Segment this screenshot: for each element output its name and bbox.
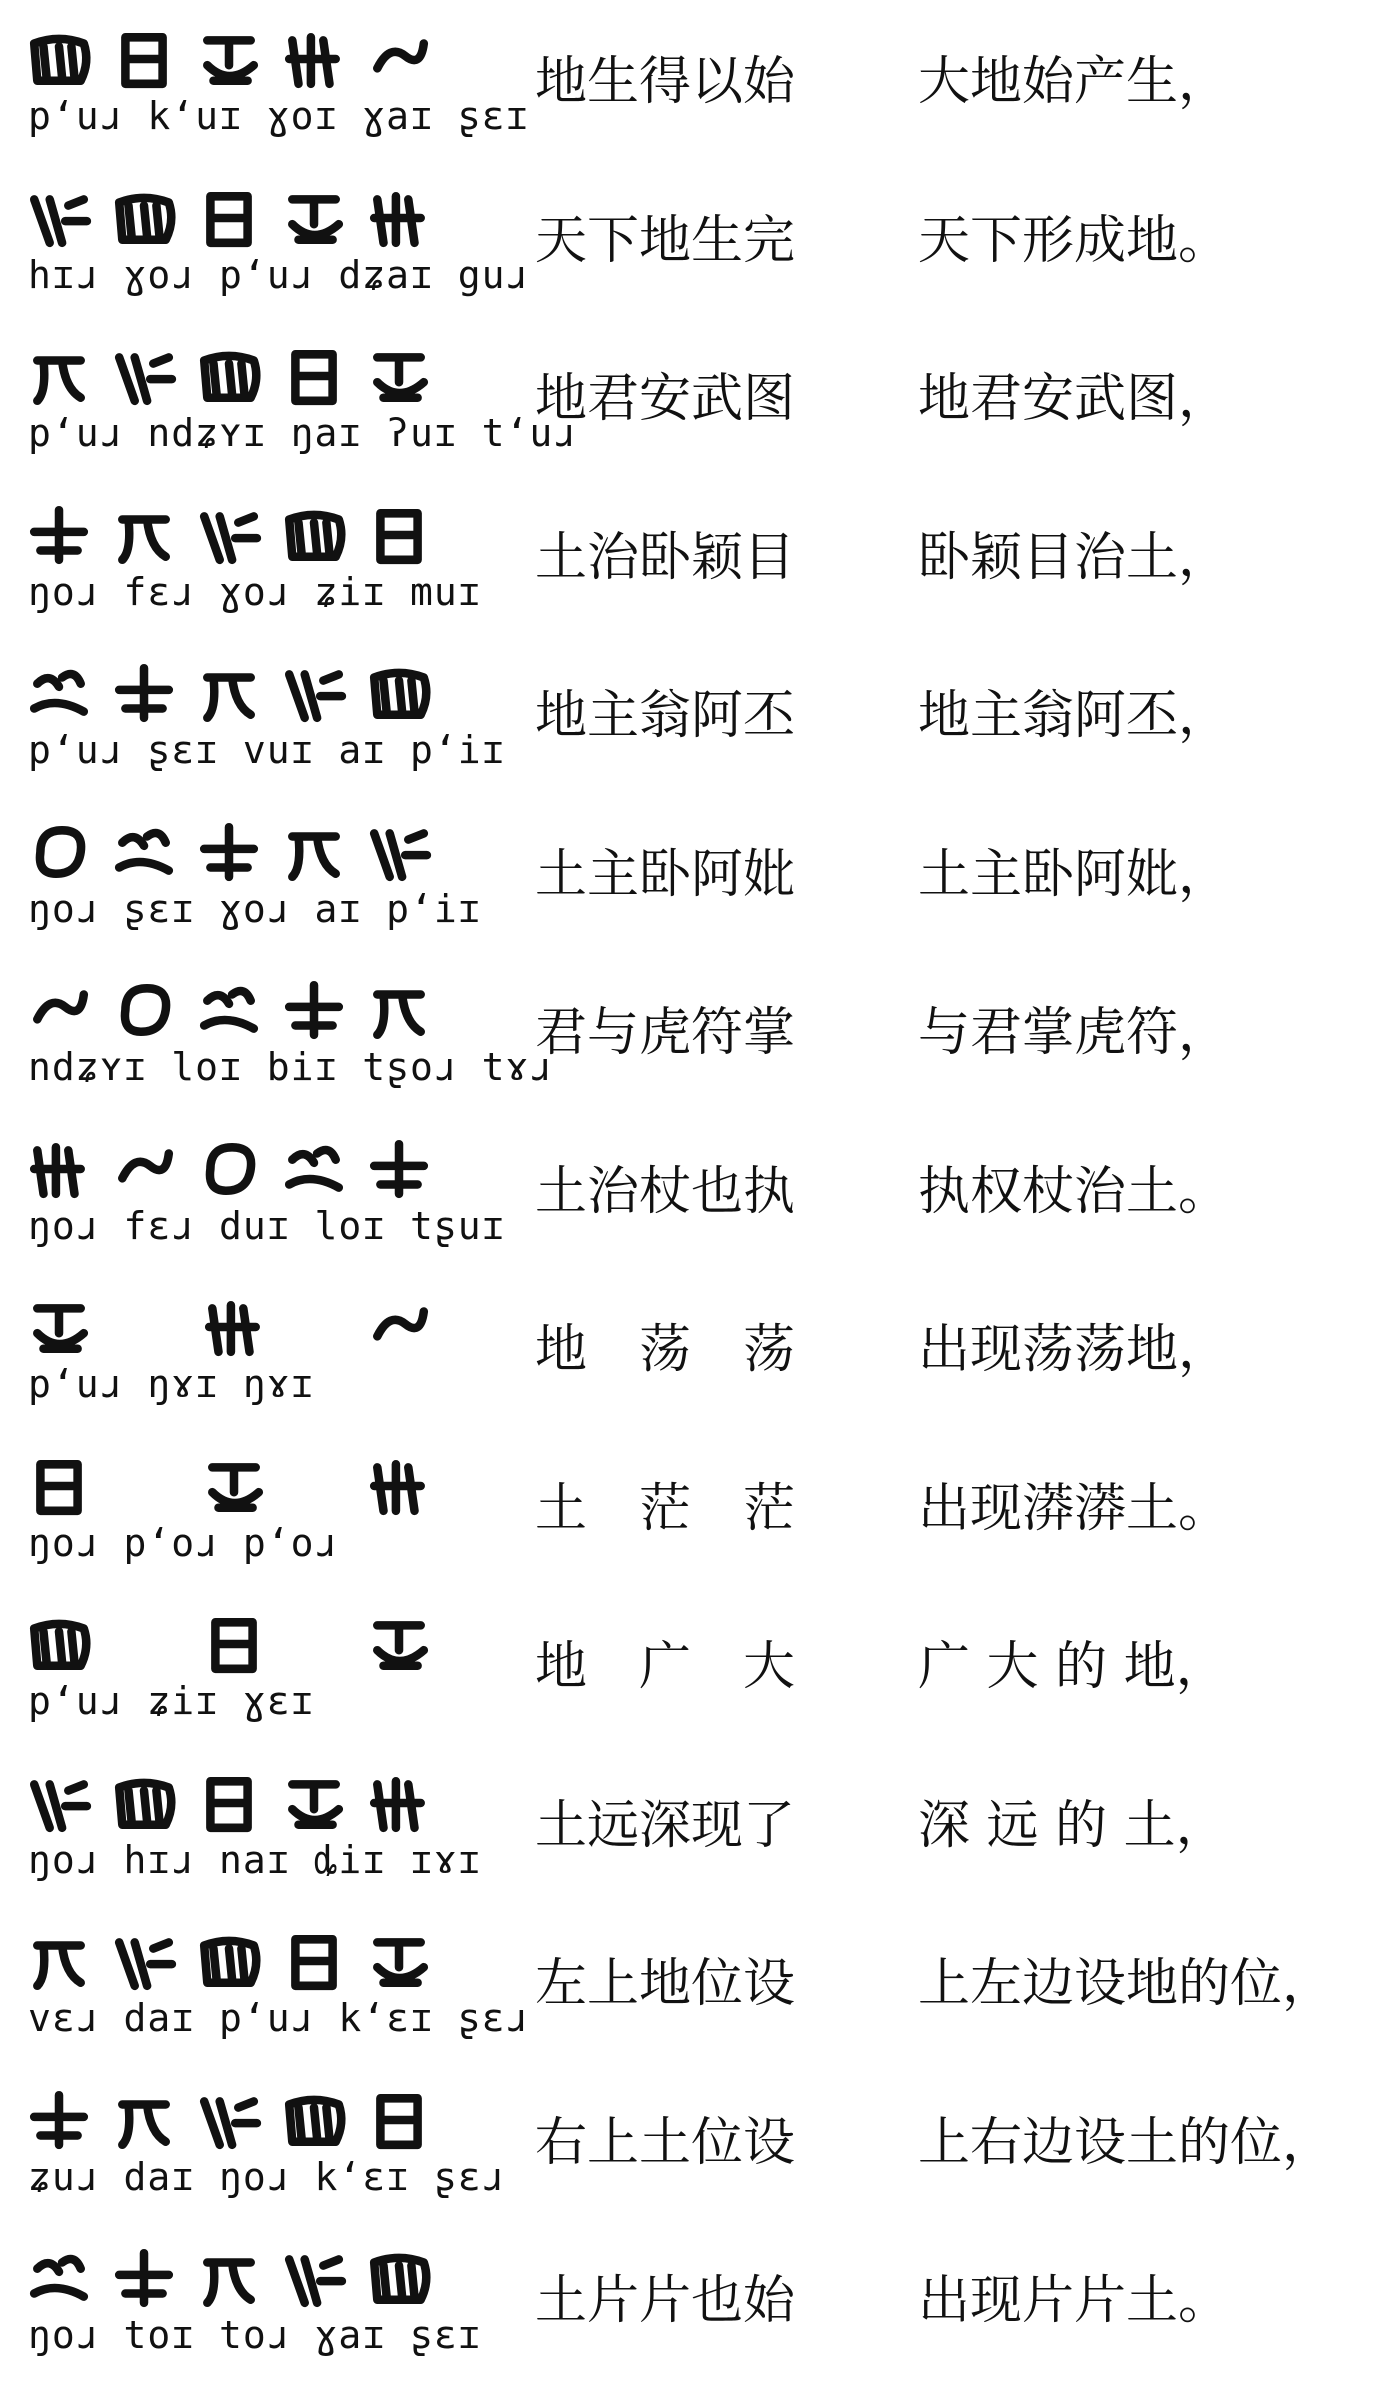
verse-row [0, 1910, 1379, 2068]
verse-row [0, 1276, 1379, 1434]
verse-row [0, 801, 1379, 959]
verse-row [0, 1593, 1379, 1751]
free-translation: 天下形成地。 [918, 210, 1231, 271]
yi-script-block [28, 1593, 468, 1751]
free-translation: 上左边设地的位， [918, 1954, 1335, 2014]
yi-glyph-line [28, 1758, 468, 1838]
script-glyph [207, 678, 250, 718]
verse-row [0, 2227, 1379, 2385]
verse-row [0, 1435, 1379, 1593]
free-translation: 出现片片土。 [918, 2271, 1231, 2331]
script-glyph [209, 1305, 256, 1352]
literal-transliteration: 地主翁阿丕 [535, 686, 796, 746]
script-glyph [34, 1624, 86, 1666]
script-glyph [34, 1784, 87, 1827]
script-glyph [295, 1939, 332, 1986]
script-glyph [377, 1625, 424, 1665]
script-glyph [34, 510, 84, 560]
yi-glyph-line [28, 1124, 468, 1204]
literal-transliteration: 地 广 大 [535, 1637, 796, 1697]
phonetic-transcription: ŋoɹ toɪ toɹ ɣaɪ ʂɛɪ [28, 2313, 482, 2357]
script-glyph [374, 2258, 426, 2300]
script-glyph [119, 668, 169, 718]
literal-transliteration: 君与虎符掌 [535, 1003, 796, 1063]
yi-script-block [28, 1910, 530, 2068]
script-glyph [34, 199, 87, 242]
script-glyph [212, 1467, 258, 1507]
yi-glyphs [28, 648, 468, 728]
yi-script-block [28, 1752, 482, 1910]
verse-row [0, 484, 1379, 642]
yi-glyph-line [28, 1441, 468, 1521]
script-glyph [374, 833, 427, 876]
script-glyph [289, 514, 341, 556]
script-glyph [122, 1153, 169, 1178]
script-glyph [119, 2253, 169, 2303]
script-glyph [37, 361, 80, 401]
yi-glyphs [28, 14, 468, 94]
script-glyph [125, 988, 166, 1031]
free-translation: 执权杖治土。 [918, 1161, 1231, 1222]
free-translation: 深 远 的 土， [918, 1795, 1228, 1856]
script-glyph [289, 37, 336, 83]
script-glyph [204, 1941, 256, 1983]
phonetic-transcription: vɛɹ daɪ pʻuɹ kʻɛɪ ʂɛɹ [28, 1996, 530, 2040]
yi-glyph-line [28, 173, 468, 253]
literal-transliteration: 土治卧颖目 [535, 527, 796, 588]
yi-glyphs [28, 1916, 468, 1996]
script-glyph [292, 199, 339, 239]
yi-glyphs [28, 1599, 468, 1679]
script-glyph [34, 2259, 84, 2297]
free-translation: 大地始产生， [918, 52, 1231, 112]
phonetic-transcription: ŋoɹ hɪɹ naɪ ȡiɪ ɪɤɪ [28, 1837, 482, 1882]
yi-script-block [28, 801, 482, 959]
script-glyph [374, 1781, 421, 1828]
script-glyph [125, 37, 162, 83]
yi-glyphs [28, 1282, 468, 1362]
script-glyph [34, 674, 84, 712]
phonetic-transcription: ŋoɹ ʂɛɪ ɣoɹ aɪ pʻiɪ [28, 886, 482, 931]
script-glyph [37, 1946, 80, 1986]
yi-glyphs [28, 807, 468, 887]
script-glyph [37, 1308, 84, 1348]
script-glyph [119, 197, 171, 239]
script-glyph [40, 830, 81, 873]
free-translation: 地君安武图， [918, 369, 1231, 429]
script-glyph [289, 1150, 339, 1188]
verse-row [0, 167, 1379, 325]
yi-glyph-line [28, 1282, 468, 1362]
literal-transliteration: 地君安武图 [535, 369, 796, 429]
free-translation: 广 大 的 地， [918, 1637, 1228, 1697]
script-glyph [119, 833, 169, 871]
yi-script-block [28, 325, 578, 483]
free-translation: 出现荡荡地， [918, 1320, 1231, 1380]
script-glyph [374, 673, 426, 715]
literal-transliteration: 土 茫 茫 [535, 1478, 796, 1539]
script-glyph [210, 196, 247, 242]
yi-glyphs [28, 965, 468, 1045]
phonetic-transcription: pʻuɹ ŋɤɪ ŋɤɪ [28, 1362, 315, 1406]
verse-row [0, 959, 1379, 1117]
yi-glyphs [28, 1758, 468, 1838]
free-translation: 卧颖目治土， [918, 527, 1231, 588]
phonetic-transcription: pʻuɹ ʂɛɪ vuɪ aɪ pʻiɪ [28, 728, 506, 772]
yi-glyph-line [28, 2075, 468, 2155]
script-glyph [377, 1312, 424, 1337]
free-translation: 地主翁阿丕， [918, 686, 1231, 746]
yi-script-block [28, 8, 530, 166]
literal-transliteration: 土主卧阿妣 [535, 844, 796, 905]
literal-transliteration: 土治杖也执 [535, 1161, 796, 1222]
yi-glyphs [28, 331, 468, 411]
script-glyph [207, 40, 254, 80]
verse-row [0, 325, 1379, 483]
verse-row [0, 1752, 1379, 1910]
yi-script-block [28, 484, 482, 642]
yi-script-block [28, 2069, 506, 2227]
script-glyph [34, 1147, 80, 1194]
script-glyph [289, 985, 339, 1035]
yi-glyphs [28, 490, 468, 570]
literal-transliteration: 地生得以始 [535, 52, 796, 112]
verse-row [0, 642, 1379, 800]
phonetic-transcription: ʑuɹ daɪ ŋoɹ kʻɛɪ ʂɛɹ [28, 2154, 506, 2199]
script-glyph [215, 1622, 252, 1669]
yi-script-block [28, 2227, 482, 2385]
literal-transliteration: 天下地生完 [535, 210, 796, 271]
script-glyph [207, 2263, 250, 2303]
yi-glyphs [28, 1124, 468, 1204]
literal-transliteration: 左上地位设 [535, 1954, 796, 2014]
yi-glyph-line [28, 965, 468, 1045]
yi-script-block [28, 1276, 468, 1434]
script-glyph [377, 1942, 424, 1982]
yi-script-block [28, 642, 506, 800]
script-glyph [292, 1784, 339, 1824]
verse-row [0, 8, 1379, 166]
free-translation: 与君掌虎符， [918, 1003, 1231, 1063]
yi-glyph-line [28, 807, 468, 887]
script-glyph [377, 995, 420, 1035]
script-glyph [374, 196, 421, 242]
script-glyph [34, 39, 86, 81]
yi-glyph-line [28, 331, 468, 411]
script-glyph [40, 1464, 77, 1511]
script-glyph [119, 1782, 171, 1824]
yi-glyph-line [28, 648, 468, 728]
yi-script-block [28, 1118, 506, 1276]
script-glyph [289, 674, 342, 717]
script-glyph [377, 44, 424, 69]
free-translation: 上右边设土的位， [918, 2112, 1335, 2173]
script-glyph [122, 2104, 165, 2144]
yi-glyph-line [28, 490, 468, 570]
script-glyph [380, 513, 417, 560]
phonetic-transcription: hɪɹ ɣoɹ pʻuɹ dʑaɪ guɹ [28, 252, 530, 297]
script-glyph [204, 827, 254, 877]
yi-script-block [28, 1435, 468, 1593]
phonetic-transcription: ŋoɹ fɛɹ duɪ loɪ tʂuɪ [28, 1203, 506, 1248]
yi-glyphs [28, 1441, 468, 1521]
yi-glyph-line [28, 1599, 468, 1679]
verse-row [0, 2069, 1379, 2227]
phonetic-transcription: pʻuɹ ndʑʏɪ ŋaɪ ʔuɪ tʻuɹ [28, 411, 578, 455]
yi-glyphs [28, 173, 468, 253]
free-translation: 土主卧阿妣， [918, 844, 1231, 905]
phonetic-transcription: ŋoɹ pʻoɹ pʻoɹ [28, 1520, 339, 1565]
literal-transliteration: 右上土位设 [535, 2112, 796, 2173]
script-glyph [210, 1781, 247, 1828]
script-glyph [119, 357, 172, 400]
script-glyph [204, 2101, 257, 2144]
literal-transliteration: 土远深现了 [535, 1795, 796, 1856]
yi-glyph-line [28, 1916, 468, 1996]
verse-row [0, 1118, 1379, 1276]
yi-script-block [28, 959, 554, 1117]
script-glyph [210, 1147, 251, 1190]
phonetic-transcription: ndʑʏɪ loɪ biɪ tʂoɹ tɤɹ [28, 1045, 554, 1089]
yi-glyphs [28, 2075, 468, 2155]
yi-glyphs [28, 2233, 468, 2313]
literal-transliteration: 地 荡 荡 [535, 1320, 796, 1380]
script-glyph [289, 2259, 342, 2302]
script-glyph [289, 2099, 341, 2141]
phonetic-transcription: pʻuɹ ʑiɪ ɣɛɪ [28, 1679, 315, 1723]
phonetic-transcription: pʻuɹ kʻuɪ ɣoɪ ɣaɪ ʂɛɪ [28, 94, 530, 138]
script-glyph [119, 1942, 172, 1985]
script-glyph [295, 354, 332, 401]
script-glyph [37, 995, 84, 1020]
script-glyph [292, 836, 335, 876]
yi-glyph-line [28, 14, 468, 94]
script-glyph [34, 2095, 84, 2145]
script-glyph [122, 519, 165, 559]
script-glyph [374, 1144, 424, 1194]
script-glyph [374, 1464, 421, 1511]
script-glyph [204, 516, 257, 559]
script-glyph [380, 2098, 417, 2145]
free-translation: 出现漭漭土。 [918, 1478, 1231, 1539]
yi-script-block [28, 167, 530, 325]
phonetic-transcription: ŋoɹ fɛɹ ɣoɹ ʑiɪ muɪ [28, 569, 482, 614]
script-glyph [377, 357, 424, 397]
script-glyph [204, 991, 254, 1029]
literal-transliteration: 土片片也始 [535, 2271, 796, 2331]
script-glyph [204, 356, 256, 398]
yi-glyph-line [28, 2233, 468, 2313]
